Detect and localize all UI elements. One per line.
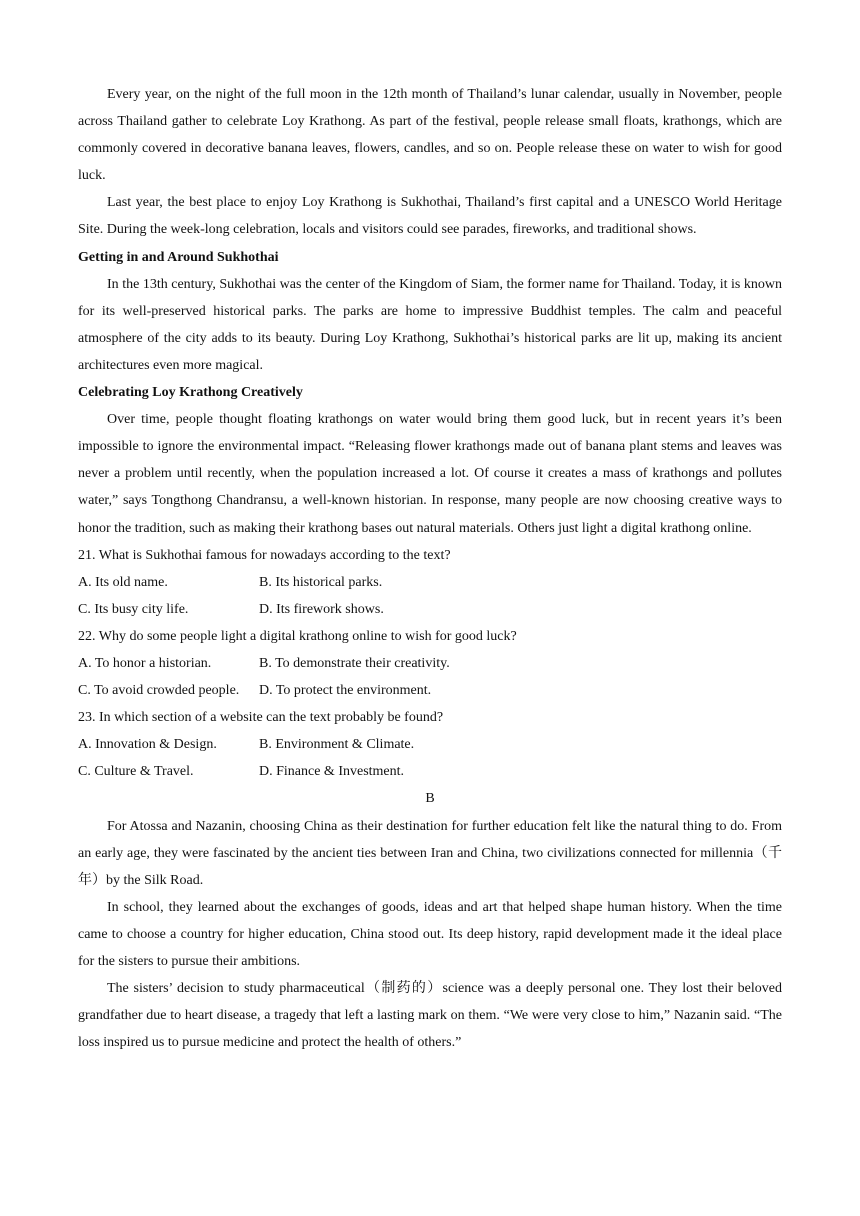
section-paragraph-celebrating: Over time, people thought floating krathongs on water would bring them good luck, but in recent years it’s been impossible to ignore the environmental impact. “Releasing flower krathongs made out of banana plant stems and leaves was never a problem until recently, when the population increased a lot. Of course it creates a mass of krathongs and pollutes water,” says Tongthong Chandransu, a well-known historian. In response, many people are now choosing creative ways to honor the tradition, such as making their krathong bases out natural materials. Others just light a digital krathong online. — [78, 412, 782, 536]
option-c: C. Its busy city life. — [78, 601, 189, 617]
option-b: B. Its historical parks. — [259, 574, 383, 590]
option-a: A. Innovation & Design. — [78, 737, 217, 753]
document-page — [78, 81, 782, 1056]
question-22 — [78, 623, 782, 704]
option-d: D. To protect the environment. — [259, 683, 432, 699]
option-c: C. To avoid crowded people. — [78, 683, 240, 699]
option-b: B. Environment & Climate. — [259, 737, 415, 753]
passage-a-paragraph-2: Last year, the best place to enjoy Loy Krathong is Sukhothai, Thailand’s first capital and a UNESCO World Heritage Site. During the week-long celebration, locals and visitors could see parades, fireworks, and traditional shows. — [78, 195, 782, 238]
options-row — [78, 650, 782, 677]
option-a: A. To honor a historian. — [78, 655, 212, 671]
question-stem: 22. Why do some people light a digital krathong online to wish for good luck? — [78, 628, 517, 644]
question-stem: 23. In which section of a website can the text probably be found? — [78, 710, 444, 726]
passage-b-label: B — [425, 791, 435, 807]
options-row — [78, 569, 782, 596]
section-heading-getting-around: Getting in and Around Sukhothai — [78, 249, 279, 265]
options-row — [78, 677, 782, 704]
option-c: C. Culture & Travel. — [78, 764, 194, 780]
option-d: D. Finance & Investment. — [259, 764, 405, 780]
options-row — [78, 731, 782, 758]
options-row — [78, 596, 782, 623]
section-paragraph-getting-around: In the 13th century, Sukhothai was the center of the Kingdom of Siam, the former name for Thailand. Today, it is known for its well-preserved historical parks. The parks are home to impressive Buddhist temples. The calm and peaceful atmosphere of the city adds to its beauty. During Loy Krathong, Sukhothai’s historical parks are lit up, making its ancient architectures even more magical. — [78, 276, 782, 373]
section-heading-celebrating: Celebrating Loy Krathong Creatively — [78, 385, 303, 401]
passage-a-paragraph-1: Every year, on the night of the full moon in the 12th month of Thailand’s lunar calendar, usually in November, people across Thailand gather to celebrate Loy Krathong. As part of the festival, people release small floats, krathongs, which are commonly covered in decorative banana leaves, flowers, candles, and so on. People release these on water to wish for good luck. — [78, 87, 782, 184]
question-21 — [78, 542, 782, 623]
question-23 — [78, 704, 782, 785]
option-a: A. Its old name. — [78, 574, 168, 590]
option-b: B. To demonstrate their creativity. — [259, 655, 450, 671]
options-row — [78, 758, 782, 785]
passage-b-paragraph-3: The sisters’ decision to study pharmaceutical（制药的）science was a deeply personal one. They lost their beloved grandfather due to heart disease, a tragedy that left a lasting mark on them. “We were very close to him,” Nazanin said. “The loss inspired us to pursue medicine and protect the health of others.” — [78, 981, 782, 1051]
option-d: D. Its firework shows. — [259, 601, 384, 617]
passage-b-paragraph-1: For Atossa and Nazanin, choosing China as their destination for further education felt like the natural thing to do. From an early age, they were fascinated by the ancient ties between Iran and China, two civilizations connected for millennia（千年）by the Silk Road. — [78, 818, 782, 888]
passage-b-paragraph-2: In school, they learned about the exchanges of goods, ideas and art that helped shape human history. When the time came to choose a country for higher education, China stood out. Its deep history, rapid development made it the ideal place for the sisters to pursue their ambitions. — [78, 899, 782, 969]
question-stem: 21. What is Sukhothai famous for nowadays according to the text? — [78, 547, 451, 563]
